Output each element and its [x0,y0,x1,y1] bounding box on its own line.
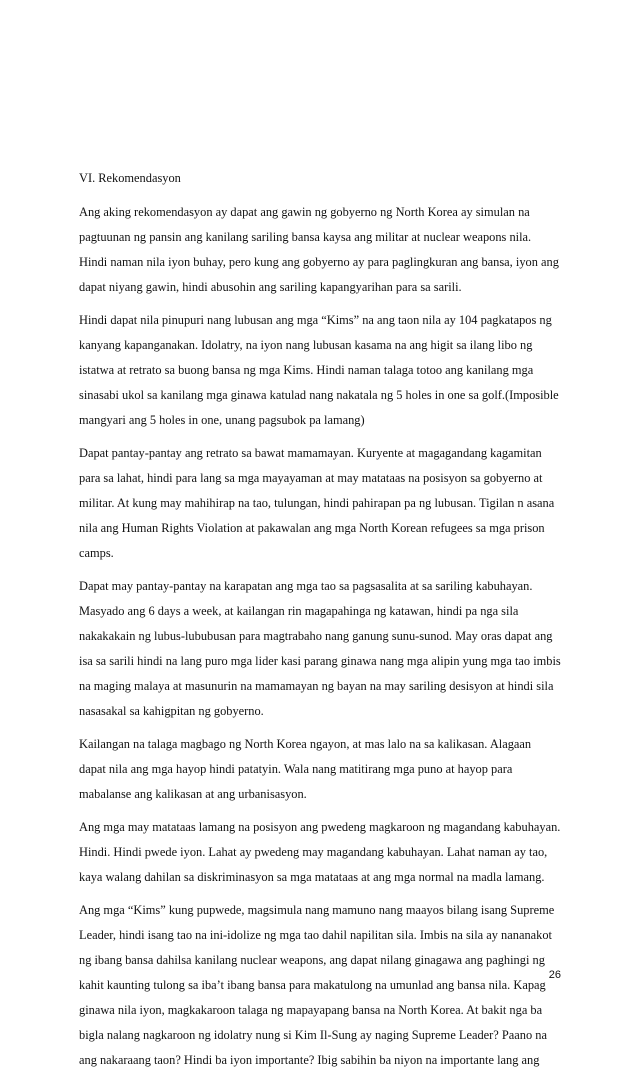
text-line: kahit kaunting tulong sa iba’t ibang bansa para makatulong na umunlad ang bansa nila. Kapag [79,978,546,992]
text-line: Ang mga may matataas lamang na posisyon ang pwedeng magkaroon ng magandang kabuhayan. [79,820,561,834]
text-line: kaya walang dahilan sa diskriminasyon sa mga matataas at ang mga normal na madla lamang. [79,870,545,884]
text-line: Masyado ang 6 days a week, at kailangan rin magapahinga ng katawan, hindi pa nga sila [79,604,519,618]
paragraph [79,308,579,433]
text-line: ginawa nila iyon, magkakaroon talaga ng mapayapang bansa na North Korea. At bakit nga ba [79,1003,543,1017]
paragraph [79,574,579,724]
paragraph [79,898,579,1073]
text-line: nakakakain ng lubus-lububusan para magtrabaho nang ganung sunu-sunod. May oras dapat ang [79,629,553,643]
text-line: ang nakaraang taon? Hindi ba iyon importante? Ibig sabihin ba niyon na importante lang ang [79,1053,540,1067]
text-line: militar. At kung may mahihirap na tao, tulungan, hindi pahirapan pa ng lubusan. Tigilan n asana [79,496,555,510]
text-line: para sa lahat, hindi para lang sa mga mayayaman at may matataas na posisyon sa gobyerno at [79,471,543,485]
document-body [79,166,579,1081]
text-line: mabalanse ang kalikasan at ang urbanisasyon. [79,787,307,801]
text-line: Ang aking rekomendasyon ay dapat ang gawin ng gobyerno ng North Korea ay simulan na [79,205,530,219]
text-line: Hindi. Hindi pwede iyon. Lahat ay pwedeng may magandang kabuhayan. Lahat naman ay tao, [79,845,548,859]
text-line: camps. [79,546,114,560]
paragraph [79,441,579,566]
paragraph [79,732,579,807]
text-line: mangyari ang 5 holes in one, unang pagsubok pa lamang) [79,413,365,427]
text-line: istatwa at retrato sa buong bansa ng mga Kims. Hindi naman talaga totoo ang kanilang mga [79,363,534,377]
text-line: Kailangan na talaga magbago ng North Korea ngayon, at mas lalo na sa kalikasan. Alagaan [79,737,532,751]
text-line: na maging malaya at masunurin na mamamayan ng bayan na may sariling desisyon at hindi sila [79,679,554,693]
text-line: kanyang kapanganakan. Idolatry, na iyon nang lubusan kasama na ang higit sa ilang libo ng [79,338,533,352]
text-line: sinasabi ukol sa kanilang mga ginawa katulad nang nakatala ng 5 holes in one sa golf.(Imposible [79,388,559,402]
text-line: Ang mga “Kims” kung pupwede, magsimula nang mamuno nang maayos bilang isang Supreme [79,903,555,917]
paragraph-list [79,200,579,1073]
text-line: dapat nila ang mga hayop hindi patatyin. Wala nang matitirang mga puno at hayop para [79,762,513,776]
text-line: dapat niyang gawin, hindi abusohin ang sariling kapangyarihan para sa sarili. [79,280,462,294]
text-line: Dapat may pantay-pantay na karapatan ang mga tao sa pagsasalita at sa sariling kabuhayan. [79,579,533,593]
text-line: nila ang Human Rights Violation at pakawalan ang mga North Korean refugees sa mga prison [79,521,545,535]
text-line: Dapat pantay-pantay ang retrato sa bawat mamamayan. Kuryente at magagandang kagamitan [79,446,542,460]
text-line: isa sa sarili hindi na lang puro mga lider kasi parang ginawa nang mga alipin yung mga tao imbis [79,654,561,668]
paragraph [79,200,579,300]
paragraph [79,815,579,890]
text-line: pagtuunan ng pansin ang kanilang sariling bansa kaysa ang militar at nuclear weapons nila. [79,230,532,244]
text-line: Hindi naman nila iyon buhay, pero kung ang gobyerno ay para paglingkuran ang bansa, iyon ang [79,255,559,269]
text-line: Leader, hindi isang tao na ini-idolize ng mga tao dahil napilitan sila. Imbis na sila ay nananakot [79,928,552,942]
page-number: 26 [548,969,561,981]
section-heading: VI. Rekomendasyon [79,171,181,185]
text-line: bigla nalang nagkaroon ng idolatry nung si Kim Il-Sung ay naging Supreme Leader? Paano na [79,1028,547,1042]
text-line: ng ibang bansa dahilsa kanilang nuclear weapons, ang dapat nilang ginagawa ang paghingi ng [79,953,545,967]
text-line: Hindi dapat nila pinupuri nang lubusan ang mga “Kims” na ang taon nila ay 104 pagkatapos ng [79,313,552,327]
text-line: nasasakal sa kahigpitan ng gobyerno. [79,704,264,718]
